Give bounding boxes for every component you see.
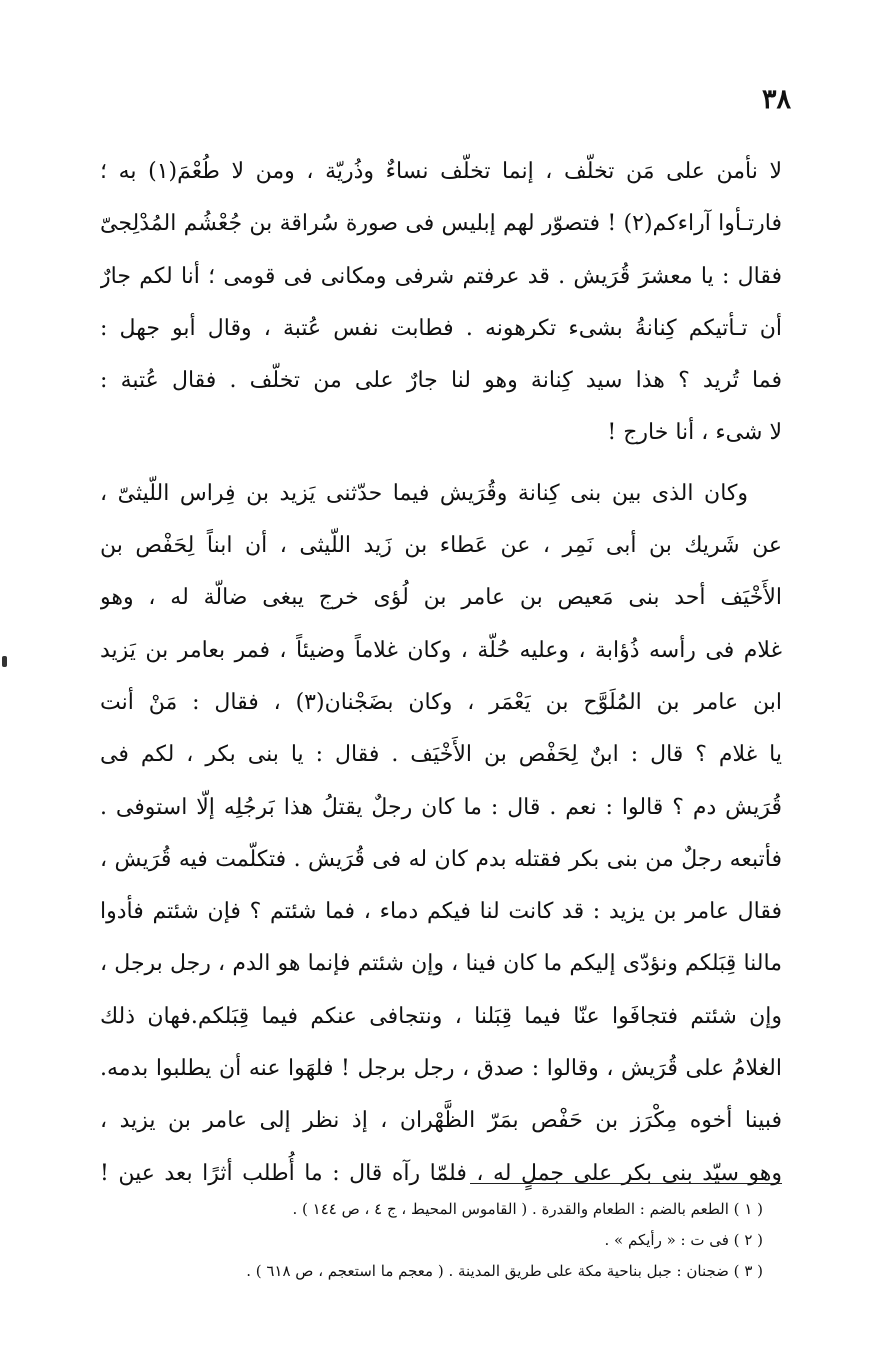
- footnotes: [99, 1194, 781, 1287]
- page-number: ٣٨: [761, 84, 791, 115]
- paragraph-gap: [100, 460, 782, 468]
- text-line: الأَخْيَف أحد بنى مَعيص بن عامر بن لُؤى خرج يبغى ضالّة له ، وهو: [100, 585, 782, 611]
- text-line: غلام فى رأسه ذُؤابة ، وعليه حُلّة ، وكان غلاماً وضيئاً ، فمر بعامر بن يَزيد: [100, 637, 782, 663]
- footnote-divider: [470, 1183, 782, 1184]
- text-line: ابن عامر بن المُلَوَّح بن يَعْمَر ، وكان بضَجْنان(٣) ، فقال : مَنْ أنت: [100, 689, 782, 715]
- text-line: فما تُريد ؟ هذا سيد كِنانة وهو لنا جارٌ على من تخلّف . فقال عُتبة :: [100, 368, 782, 394]
- text-line: وهو سيّد بنى بكر على جملٍ له ، فلمّا رآه قال : ما أُطلب أثرًا بعد عين !: [100, 1160, 782, 1186]
- text-line: فأتبعه رجلٌ من بنى بكر فقتله بدم كان له فى قُرَيش . فتكلّمت فيه قُرَيش ،: [100, 846, 782, 872]
- footnote: ( ٢ ) فى ت : « رأيكم » .: [604, 1231, 763, 1249]
- scan-mark: [2, 656, 7, 667]
- footnote: ( ٣ ) ضجنان : جبل بناحية مكة على طريق المدينة . ( معجم ما استعجم ، ص ٦١٨ ) .: [246, 1262, 763, 1280]
- text-line: فقال عامر بن يزيد : قد كانت لنا فيكم دماء ، فما شئتم ؟ فإن شئتم فأدوا: [100, 899, 782, 925]
- text-line: وكان الذى بين بنى كِنانة وقُرَيش فيما حدّثنى يَزيد بن فِراس اللّيثىّ ،: [100, 480, 748, 506]
- text-line: الغلامُ على قُرَيش ، وقالوا : صدق ، رجل برجل ! فلهَوا عنه أن يطلبوا بدمه.: [100, 1056, 782, 1082]
- text-line: يا غلام ؟ قال : ابنٌ لِحَفْص بن الأَخْيَف . فقال : يا بنى بكر ، لكم فى: [100, 742, 782, 768]
- text-line: لا شىء ، أنا خارج !: [607, 420, 782, 446]
- text-line: أن تـأتيكم كِنانةُ بشىء تكرهونه . فطابت نفس عُتبة ، وقال أبو جهل :: [100, 315, 782, 341]
- body-text: [100, 146, 782, 1200]
- footnote: ( ١ ) الطعم بالضم : الطعام والقدرة . ( القاموس المحيط ، ج ٤ ، ص ١٤٤ ) .: [292, 1200, 763, 1218]
- text-line: فارتـأوا آراءكم(٢) ! فتصوّر لهم إبليس فى صورة سُراقة بن جُعْشُم المُدْلِجىّ: [100, 211, 782, 237]
- text-line: مالنا قِبَلكم ونؤدّى إليكم ما كان فينا ، وإن شئتم فإنما هو الدم ، رجل برجل ،: [100, 951, 782, 977]
- text-line: عن شَريك بن أبى نَمِر ، عن عَطاء بن زَيد اللّيثى ، أن ابناً لِحَفْص بن: [100, 533, 782, 559]
- text-line: وإن شئتم فتجافَوا عنّا فيما قِبَلنا ، ونتجافى عنكم فيما قِبَلكم.فهان ذلك: [100, 1003, 782, 1029]
- text-line: قُرَيش دم ؟ قالوا : نعم . قال : ما كان رجلٌ يقتلُ هذا بَرجُلِه إلّا استوفى .: [100, 794, 782, 820]
- text-line: فبينا أخوه مِكْرَز بن حَفْص بمَرّ الظَّهْران ، إذ نظر إلى عامر بن يزيد ،: [100, 1108, 782, 1134]
- text-line: لا نأمن على مَن تخلّف ، إنما تخلّف نساءٌ وذُريّة ، ومن لا طُعْمَ(١) به ؛: [100, 159, 782, 184]
- text-line: فقال : يا معشرَ قُرَيش . قد عرفتم شرفى ومكانى فى قومى ؛ أنا لكم جارٌ: [100, 263, 782, 289]
